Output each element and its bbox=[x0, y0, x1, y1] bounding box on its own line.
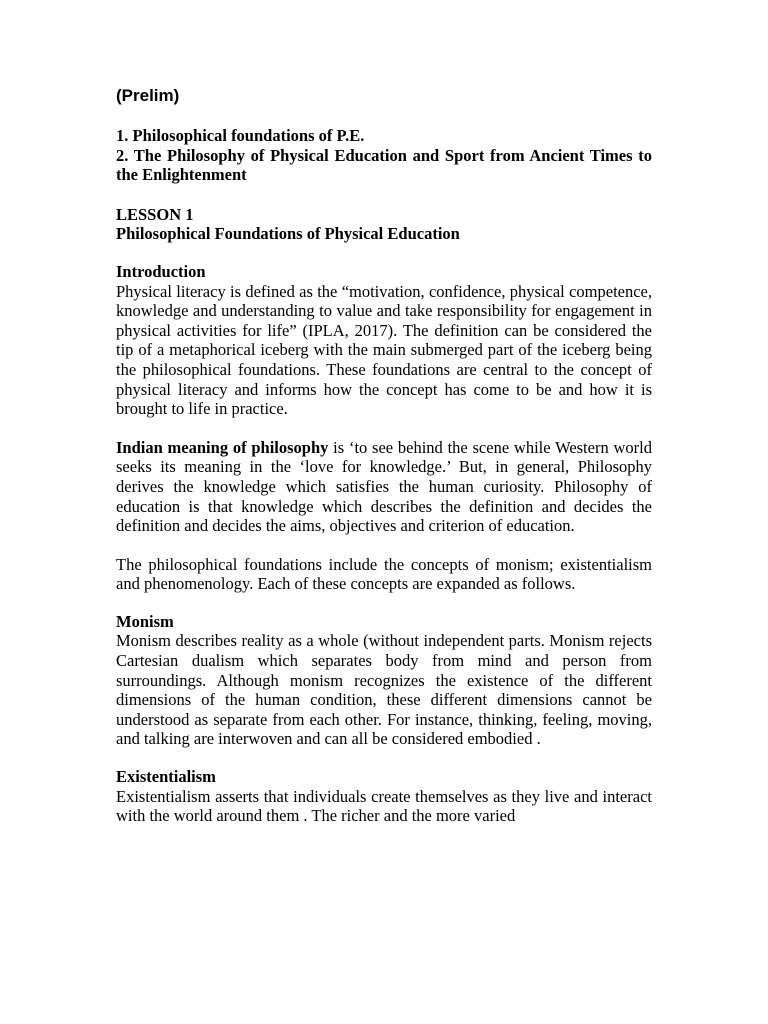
indian-philosophy-paragraph bbox=[116, 438, 652, 536]
lesson-number: LESSON 1 bbox=[116, 204, 194, 224]
lesson-title: Philosophical Foundations of Physical Education bbox=[116, 224, 460, 244]
monism-heading: Monism bbox=[116, 611, 174, 631]
introduction-paragraph: Physical literacy is defined as the “motivation, confidence, physical competence, knowledge and understanding to value and take responsibility for engagement in physical activities for life” (IPLA, 2017). The definition can be considered the tip of a metaphorical iceberg with the main submerged part of the iceberg being the philosophical foundations. These foundations are central to the concept of physical literacy and informs how the concept has come to be and how it is brought to life in practice. bbox=[116, 281, 652, 419]
monism-paragraph: Monism describes reality as a whole (without independent parts. Monism rejects Cartesian dualism which separates body from mind and person from surroundings. Although monism recognizes the existence of the different dimensions of the human condition, these different dimensions cannot be understood as separate from each other. For instance, thinking, feeling, moving, and talking are interwoven and can all be considered embodied . bbox=[116, 631, 652, 749]
indian-philosophy-body: is ‘to see behind the scene while Western world seeks its meaning in the ‘love for knowledge.’ But, in general, Philosophy derives the knowledge which satisfies the human curiosity. Philosophy of education is that knowledge which describes the definition and decides the definition and decides the aims, objectives and criterion of education. bbox=[116, 437, 652, 536]
table-of-contents bbox=[116, 126, 652, 185]
prelim-label: (Prelim) bbox=[116, 86, 180, 105]
document-page bbox=[116, 86, 652, 845]
foundations-paragraph: The philosophical foundations include the concepts of monism; existentialism and phenomenology. Each of these concepts are expanded as follows. bbox=[116, 554, 652, 594]
toc-item: 1. Philosophical foundations of P.E. bbox=[116, 126, 365, 145]
existentialism-paragraph: Existentialism asserts that individuals create themselves as they live and interact with the world around them . The richer and the more varied bbox=[116, 786, 652, 826]
existentialism-heading: Existentialism bbox=[116, 767, 216, 787]
lesson-header bbox=[116, 205, 652, 244]
indian-philosophy-lead: Indian meaning of philosophy bbox=[116, 437, 329, 457]
toc-item: 2. The Philosophy of Physical Education and Sport from Ancient Times to the Enlightenment bbox=[116, 145, 652, 185]
introduction-heading: Introduction bbox=[116, 261, 206, 281]
